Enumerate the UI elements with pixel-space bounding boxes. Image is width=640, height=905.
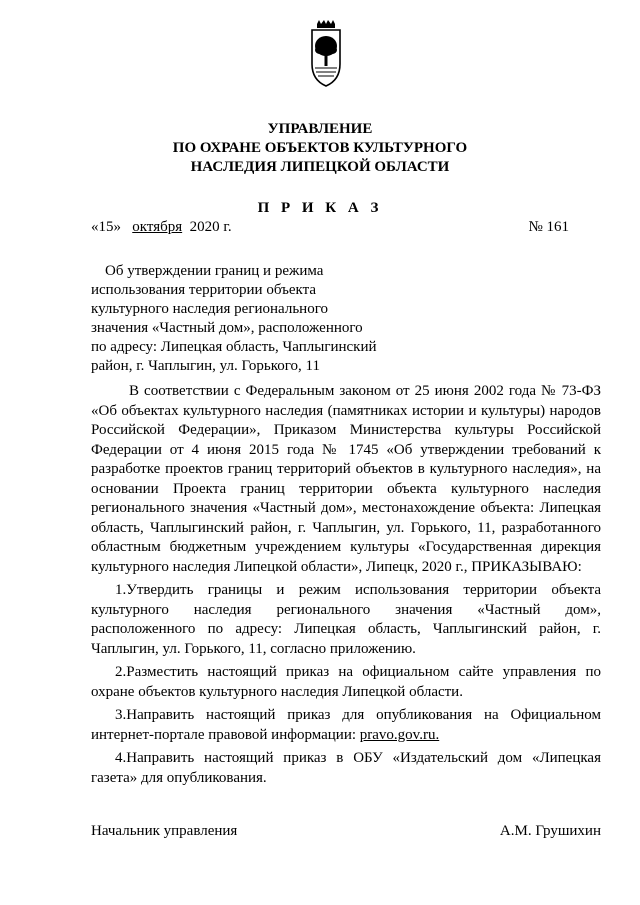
pravo-gov-link[interactable]: pravo.gov.ru. — [359, 726, 440, 743]
signer-position: Начальник управления — [91, 823, 238, 839]
order-item-2: 2.Разместить настоящий приказ на официальном сайте управления по охране объектов культурного наследия Липецкой области. — [91, 664, 601, 700]
org-line-1: УПРАВЛЕНИЕ — [267, 121, 373, 137]
order-item-3 — [91, 706, 601, 745]
organization-name — [0, 120, 640, 177]
org-line-3: НАСЛЕДИЯ ЛИПЕЦКОЙ ОБЛАСТИ — [190, 159, 450, 175]
signer-name: А.М. Грушихин — [499, 823, 601, 839]
subject-line-2: использования территории объекта — [91, 282, 316, 298]
order-date — [91, 219, 232, 236]
date-year: 2020 г. — [189, 219, 232, 235]
order-item-3-text: 3.Направить настоящий приказ для опубликования на Официальном интернет-портале правовой информации: — [91, 707, 601, 743]
order-body — [91, 382, 601, 788]
coat-of-arms-emblem — [306, 20, 346, 90]
document-type-title: П Р И К А З — [257, 200, 383, 216]
subject-line-5: по адресу: Липецкая область, Чаплыгинский — [91, 339, 377, 355]
order-number: № 161 — [528, 219, 569, 235]
subject-line-3: культурного наследия регионального — [91, 301, 328, 317]
subject-line-6: район, г. Чаплыгин, ул. Горького, 11 — [91, 358, 320, 374]
org-line-2: ПО ОХРАНЕ ОБЪЕКТОВ КУЛЬТУРНОГО — [172, 140, 468, 156]
date-day: «15» — [91, 219, 121, 235]
date-month: октября — [132, 219, 183, 235]
signature-block — [91, 823, 601, 843]
subject-line-4: значения «Частный дом», расположенного — [91, 320, 363, 336]
order-item-4: 4.Направить настоящий приказ в ОБУ «Издательский дом «Липецкая газета» для опубликования. — [91, 750, 601, 786]
subject-line-1: Об утверждении границ и режима — [105, 263, 324, 279]
preamble-paragraph: В соответствии с Федеральным законом от 25 июня 2002 года № 73-ФЗ «Об объектах культурного наследия (памятниках истории и культуры) народов Российской Федерации», Приказом Министерства культуры Российской Федерации от 4 июня 2015 года № 1745 «Об утверждении требований к разработке проектов границ территорий объектов в культурного наследия», на основании Проекта границ территории объекта культурного наследия регионального значения «Частный дом», местонахождение объекта: Липецкая область, Чаплыгинский район, г. Чаплыгин, ул. Горького, 11, разработанного областным бюджетным учреждением культуры «Государственная дирекция культурного наследия Липецкой области», Липецк, 2020 г., ПРИКАЗЫВАЮ: — [91, 383, 601, 575]
date-number-row — [91, 219, 569, 239]
order-subject — [91, 262, 411, 376]
order-item-1: 1.Утвердить границы и режим использования территории объекта культурного наследия регионального значения «Частный дом», расположенного по адресу: Липецкая область, Чаплыгинский район, г. Чаплыгин, ул. Горького, 11, согласно приложению. — [91, 582, 601, 657]
